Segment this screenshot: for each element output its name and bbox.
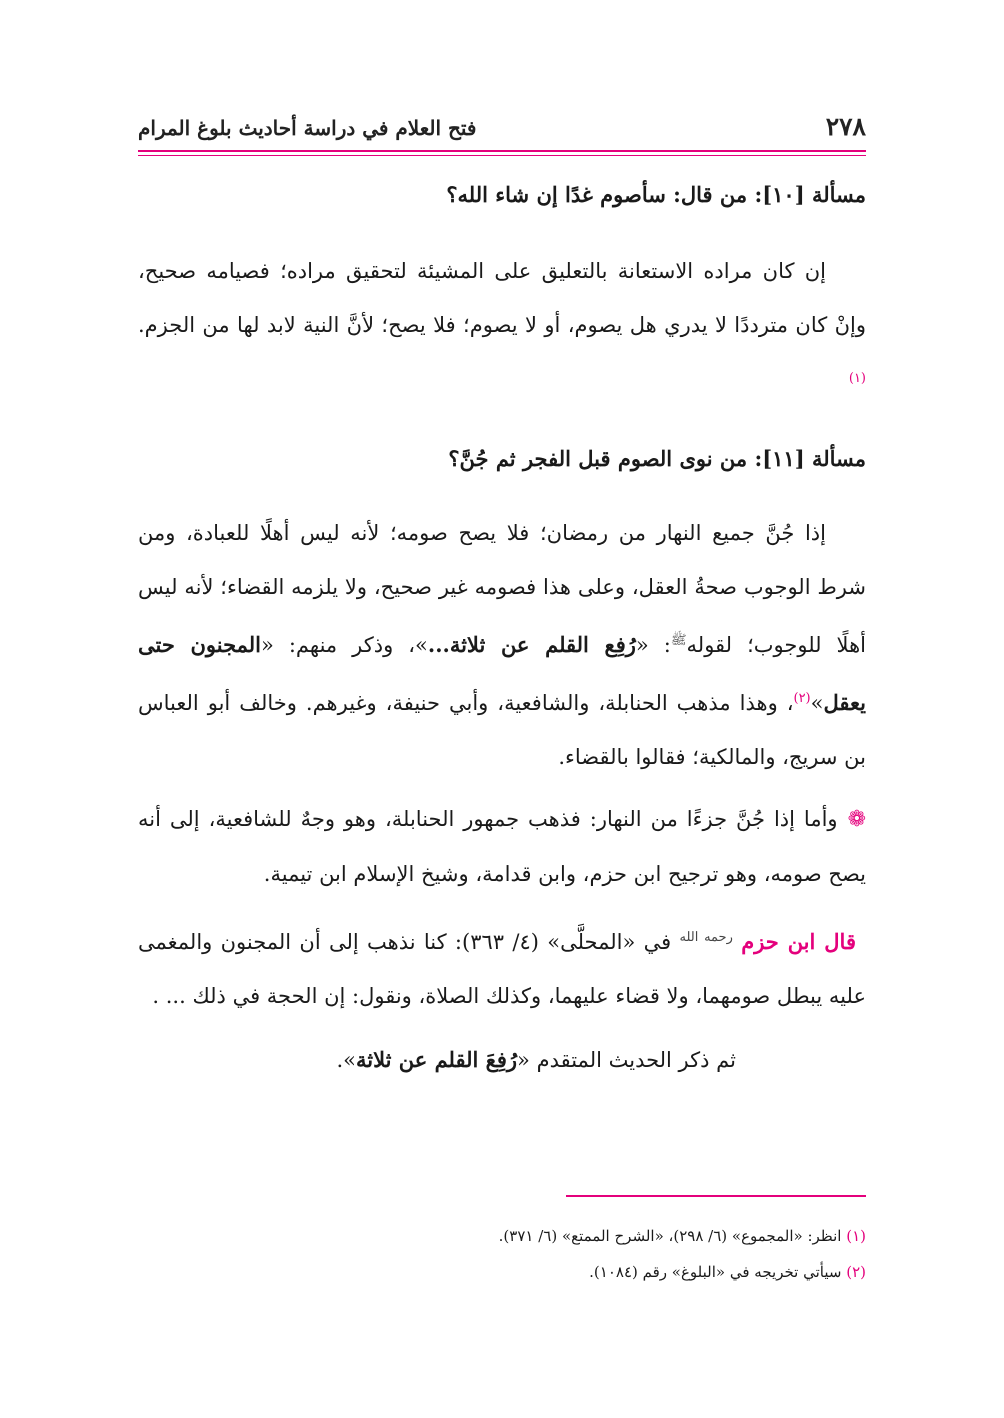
footnote-1-number: (١): [846, 1227, 866, 1245]
salutation-glyph: ﷺ: [670, 633, 687, 648]
footnote-2: [138, 1254, 866, 1290]
footnote-ref-2[interactable]: (٢): [793, 691, 811, 706]
running-title: فتح العلام في دراسة أحاديث بلوغ المرام: [138, 116, 477, 140]
partial-day-paragraph: [138, 792, 866, 901]
header-rule: [138, 150, 866, 152]
answer-11-paragraph: [138, 506, 866, 784]
answer-11-text-c: »، وذكر منهم: «: [261, 633, 428, 657]
question-11-title: مسألة [١١]: من نوى الصوم قبل الفجر ثم جُنَّ؟: [448, 446, 866, 471]
quote-open-1: : «: [635, 633, 671, 657]
closing-text-b: ».: [336, 1048, 356, 1072]
footnote-1: [138, 1218, 866, 1254]
quote-close-2: »: [810, 691, 824, 715]
answer-11-text-a: إذا جُنَّ جميع النهار من رمضان؛ فلا يصح صومه؛ لأنه ليس أهلًا للعبادة، ومن شرط الوجوب صحةُ العقل، وعلى هذا فصومه غير صحيح، ولا يلزمه القضاء؛ لأنه ليس أهلًا للوجوب؛ لقوله: [138, 521, 866, 657]
hadith-quote-3: رُفِعَ القلم عن ثلاثة: [355, 1047, 518, 1072]
header-rule-thin: [138, 155, 866, 156]
answer-10-text: إن كان مراده الاستعانة بالتعليق على المشيئة لتحقيق مراده؛ فصيامه صحيح، وإنْ كان مترددًا لا يدري هل يصوم، أو لا يصوم؛ فلا يصح؛ لأنَّ النية لابد لها من الجزم.: [138, 259, 866, 337]
footnote-1-text: انظر: «المجموع» (٦/ ٢٩٨)، «الشرح الممتع» (٦/ ٣٧١).: [498, 1227, 847, 1245]
rahimahullah-glyph: رحمه الله: [679, 930, 733, 945]
ibn-hazm-text: في «المحلَّى» (٤/ ٣٦٣): كنا نذهب إلى أن المجنون والمغمى عليه يبطل صومهما، ولا قضاء عليهما، وكذلك الصلاة، ونقول: إن الحجة في ذلك ... .: [138, 930, 866, 1008]
hadith-quote-2: المجنون حتى يعقل: [138, 632, 866, 715]
partial-day-text: وأما إذا جُنَّ جزءًا من النهار: فذهب جمهور الحنابلة، وهو وجهٌ للشافعية، إلى أنه يصح صومه، وهو ترجيح ابن حزم، وابن قدامة، وشيخ الإسلام ابن تيمية.: [138, 807, 866, 886]
question-10-title: مسألة [١٠]: من قال: سأصوم غدًا إن شاء الله؟: [446, 182, 866, 207]
footnote-2-number: (٢): [846, 1263, 866, 1281]
hadith-quote-1: رُفِع القلم عن ثلاثة...: [427, 632, 636, 657]
footnote-2-text: سيأتي تخريجه في «البلوغ» رقم (١٠٨٤).: [589, 1263, 847, 1281]
ibn-hazm-paragraph: [138, 911, 866, 1023]
footnote-separator: [566, 1195, 866, 1197]
footnotes: [138, 1218, 866, 1290]
answer-11-text-e: ، وهذا مذهب الحنابلة، والشافعية، وأبي حنيفة، وغيرهم. وخالف أبو العباس بن سريج، والمالكية؛ فقالوا بالقضاء.: [138, 691, 866, 769]
flower-ornament-icon: ❁: [847, 807, 866, 832]
closing-text-a: ثم ذكر الحديث المتقدم «: [517, 1048, 736, 1072]
footnote-ref-1[interactable]: (١): [848, 371, 866, 386]
ibn-hazm-speaker: قال ابن حزم: [741, 929, 856, 954]
main-text: [138, 168, 866, 1087]
answer-10-paragraph: [138, 244, 866, 410]
closing-line: [138, 1033, 866, 1087]
page-header: [138, 112, 866, 141]
page-number: ٢٧٨: [825, 112, 866, 141]
